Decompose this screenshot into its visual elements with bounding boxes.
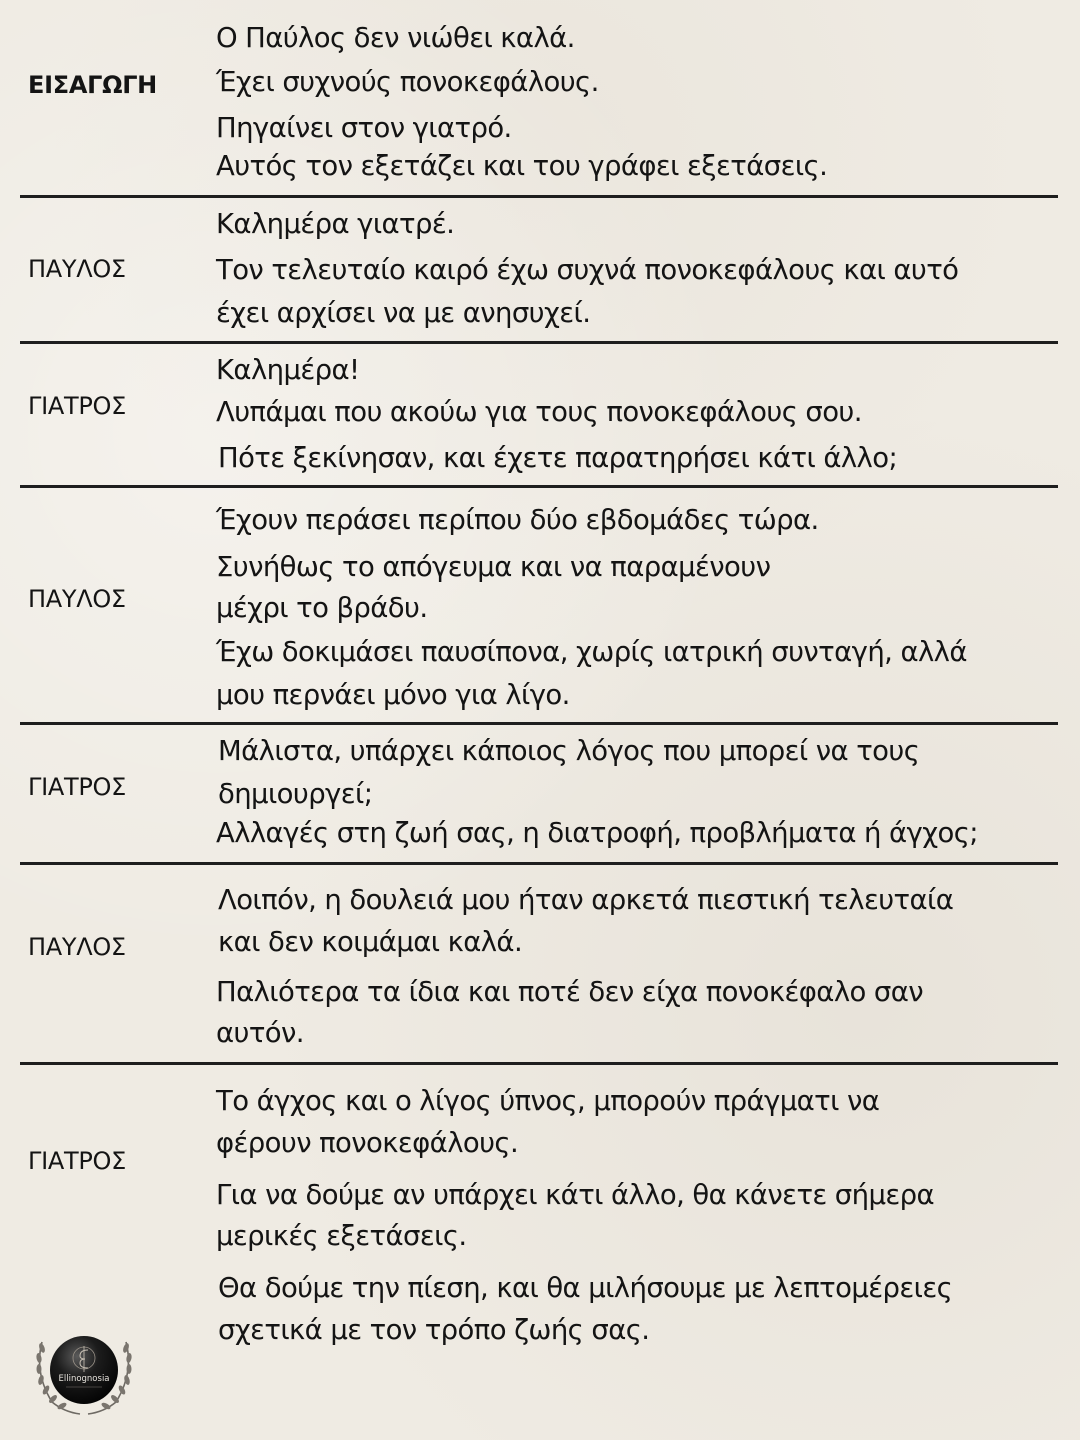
dialogue-line: Λυπάμαι που ακούω για τους πονοκεφάλους σου. (216, 396, 862, 428)
dialogue-line: Συνήθως το απόγευμα και να παραμένουν (216, 551, 771, 583)
dialogue-line: Έχω δοκιμάσει παυσίπονα, χωρίς ιατρική συνταγή, αλλά (216, 636, 967, 668)
ellinognosia-logo (30, 1328, 138, 1418)
laurel-wreath-logo-icon (30, 1328, 138, 1418)
dialogue-line: Πηγαίνει στον γιατρό. (216, 112, 512, 144)
dialogue-line: Θα δούμε την πίεση, και θα μιλήσουμε με λεπτομέρειες (218, 1272, 953, 1304)
speaker-label-doctor: ΓΙΑΤΡΟΣ (28, 1147, 126, 1175)
speaker-label-doctor: ΓΙΑΤΡΟΣ (28, 773, 126, 801)
dialogue-line: φέρουν πονοκεφάλους. (216, 1127, 519, 1159)
speaker-label-doctor: ΓΙΑΤΡΟΣ (28, 392, 126, 420)
dialogue-line: έχει αρχίσει να με ανησυχεί. (216, 297, 591, 329)
speaker-label-pavlos: ΠΑΥΛΟΣ (28, 255, 126, 283)
logo-text: Ellinognosia (58, 1374, 110, 1384)
section-divider (20, 1062, 1058, 1065)
dialogue-line: Παλιότερα τα ίδια και ποτέ δεν είχα πονοκέφαλο σαν (216, 976, 923, 1008)
dialogue-line: μου περνάει μόνο για λίγο. (216, 679, 570, 711)
section-divider (20, 341, 1058, 344)
dialogue-line: μέχρι το βράδυ. (216, 592, 428, 624)
dialogue-line: Έχει συχνούς πονοκεφάλους. (216, 66, 599, 98)
dialogue-line: Τον τελευταίο καιρό έχω συχνά πονοκεφάλους και αυτό (216, 254, 959, 286)
section-divider (20, 722, 1058, 725)
section-divider (20, 485, 1058, 488)
dialogue-line: Αλλαγές στη ζωή σας, η διατροφή, προβλήματα ή άγχος; (216, 817, 978, 849)
dialogue-line: Λοιπόν, η δουλειά μου ήταν αρκετά πιεστική τελευταία (218, 884, 954, 916)
dialogue-line: Το άγχος και ο λίγος ύπνος, μπορούν πράγματι να (216, 1085, 880, 1117)
dialogue-line: Πότε ξεκίνησαν, και έχετε παρατηρήσει κάτι άλλο; (218, 442, 898, 474)
dialogue-line: Μάλιστα, υπάρχει κάποιος λόγος που μπορεί να τους (218, 735, 920, 767)
section-divider (20, 862, 1058, 865)
dialogue-line: δημιουργεί; (218, 778, 373, 810)
dialogue-line: Καλημέρα γιατρέ. (216, 208, 455, 240)
dialogue-line: Έχουν περάσει περίπου δύο εβδομάδες τώρα. (216, 504, 819, 536)
dialogue-line: Αυτός τον εξετάζει και του γράφει εξετάσεις. (216, 150, 828, 182)
dialogue-line: και δεν κοιμάμαι καλά. (218, 926, 523, 958)
speaker-label-intro: ΕΙΣΑΓΩΓΗ (28, 71, 157, 99)
dialogue-line: αυτόν. (216, 1017, 304, 1049)
dialogue-line: μερικές εξετάσεις. (216, 1220, 467, 1252)
speaker-label-pavlos: ΠΑΥΛΟΣ (28, 933, 126, 961)
dialogue-line: Για να δούμε αν υπάρχει κάτι άλλο, θα κάνετε σήμερα (216, 1179, 935, 1211)
dialogue-line: Ο Παύλος δεν νιώθει καλά. (216, 22, 575, 54)
speaker-label-pavlos: ΠΑΥΛΟΣ (28, 585, 126, 613)
dialogue-line: Καλημέρα! (216, 354, 360, 386)
dialogue-line: σχετικά με τον τρόπο ζωής σας. (218, 1314, 650, 1346)
section-divider (20, 195, 1058, 198)
